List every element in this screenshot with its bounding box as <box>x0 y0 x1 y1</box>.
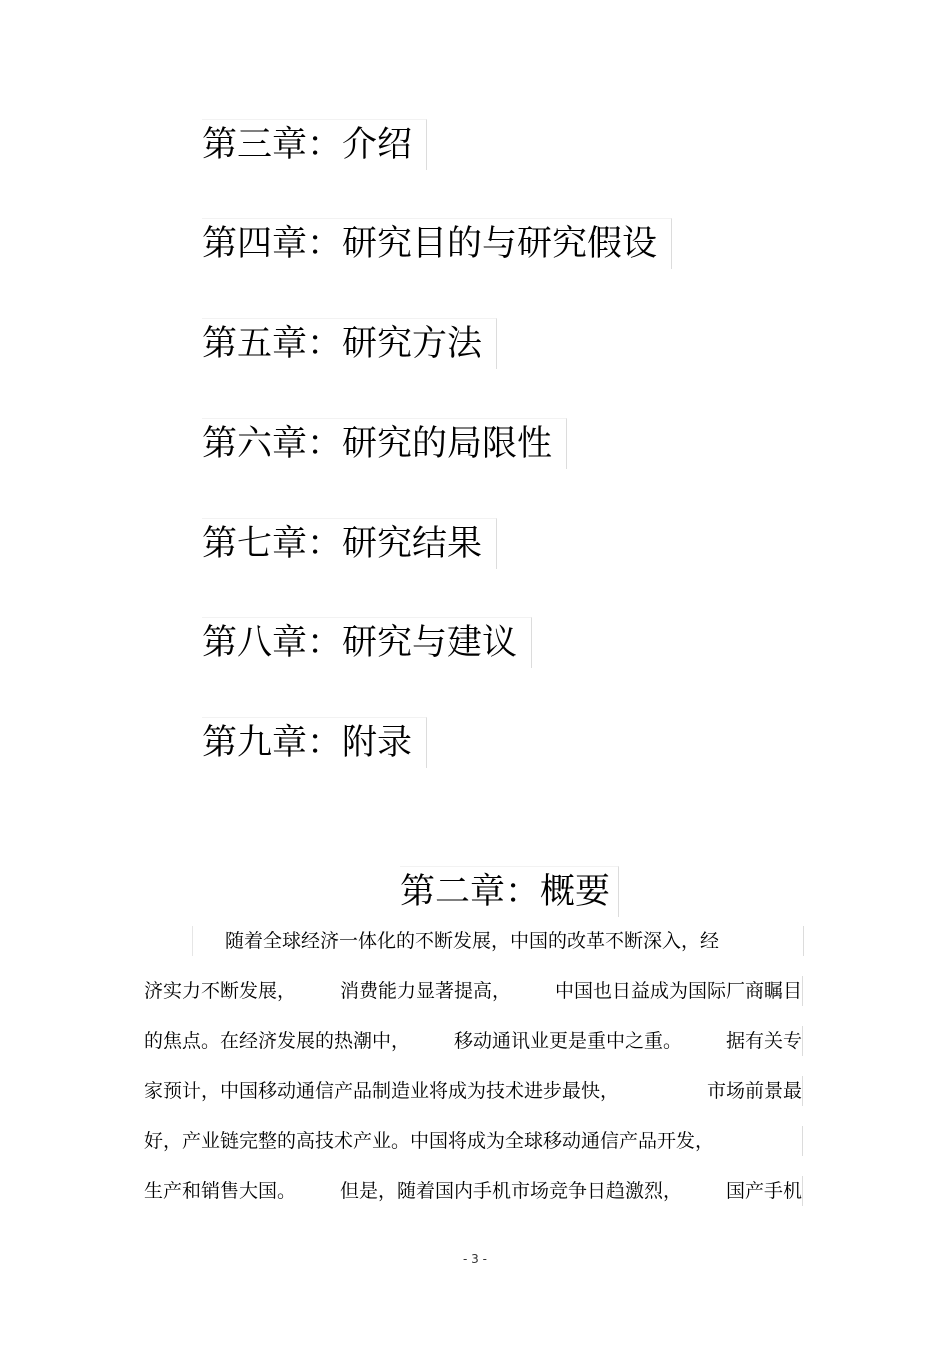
paragraph-line <box>144 1076 803 1106</box>
toc-item-chapter-5: 第五章：研究方法 <box>202 318 497 369</box>
toc-item-chapter-6: 第六章：研究的局限性 <box>202 418 567 469</box>
paragraph-segment: 消费能力显著提高， <box>339 980 511 1002</box>
toc-item-chapter-3: 第三章：介绍 <box>202 119 427 170</box>
toc-item-chapter-8: 第八章：研究与建议 <box>202 617 532 668</box>
paragraph-line <box>144 1026 803 1056</box>
toc-item-chapter-9: 第九章：附录 <box>202 717 427 768</box>
paragraph-segment: 但是，随着国内手机市场竞争日趋激烈， <box>339 1180 682 1202</box>
paragraph-line <box>192 926 804 956</box>
paragraph-segment: 济实力不断发展， <box>144 980 297 1002</box>
paragraph-line <box>144 1176 803 1206</box>
paragraph-segment: 市场前景最 <box>706 1080 802 1102</box>
paragraph-segment: 好，产业链完整的高技术产业。中国将成为全球移动通信产品开发， <box>144 1130 715 1152</box>
paragraph-segment: 中国也日益成为国际厂商瞩目 <box>554 980 802 1002</box>
paragraph-segment: 国产手机 <box>725 1180 802 1202</box>
toc-item-chapter-7: 第七章：研究结果 <box>202 518 497 569</box>
page-number: - 3 - <box>463 1252 487 1266</box>
paragraph-line <box>144 976 803 1006</box>
paragraph-segment: 的焦点。在经济发展的热潮中， <box>144 1030 411 1052</box>
paragraph-segment: 移动通讯业更是重中之重。 <box>453 1030 682 1052</box>
paragraph-segment: 生产和销售大国。 <box>144 1180 297 1202</box>
paragraph-line <box>144 1126 803 1156</box>
paragraph-segment: 随着全球经济一体化的不断发展，中国的改革不断深入，经 <box>225 930 720 952</box>
paragraph-segment: 据有关专 <box>725 1030 802 1052</box>
paragraph-segment: 家预计，中国移动通信产品制造业将成为技术进步最快， <box>144 1080 620 1102</box>
chapter-heading: 第二章：概要 <box>400 866 619 917</box>
toc-item-chapter-4: 第四章：研究目的与研究假设 <box>202 218 672 269</box>
